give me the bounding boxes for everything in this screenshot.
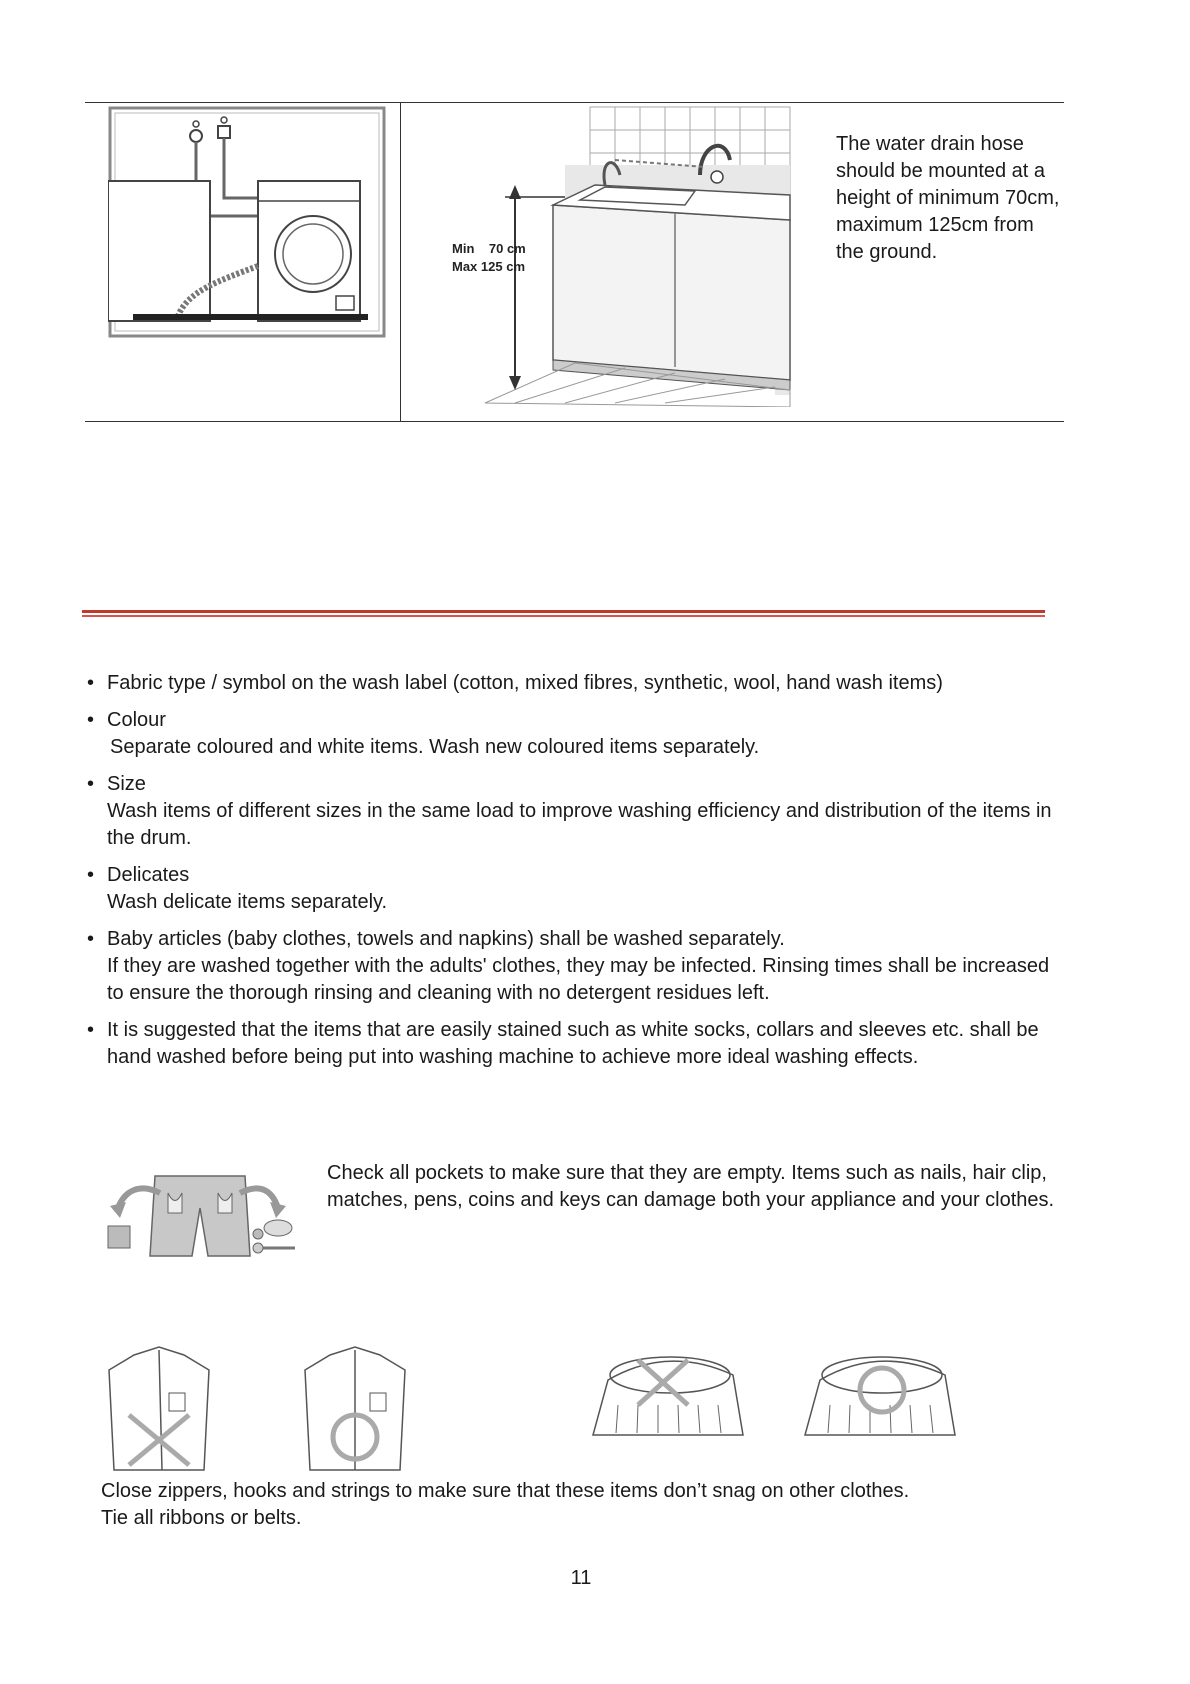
- height-label: [452, 240, 526, 276]
- list-item: • Baby articles (baby clothes, towels and napkins) shall be washed separately. If they are washed together with the adults' clothes, they may be infected. Rinsing times shall be increased to ensure the thorough rinsing and cleaning with no detergent residues left.: [84, 926, 1064, 1007]
- list-item: • Colour Separate coloured and white items. Wash new coloured items separately.: [84, 707, 1064, 761]
- item-title: Size: [107, 773, 146, 795]
- table-top-border: [85, 102, 1064, 103]
- list-item: • Fabric type / symbol on the wash label (cotton, mixed fibres, synthetic, wool, hand wash items): [87, 672, 943, 694]
- item-title: Delicates: [107, 864, 190, 886]
- max-label: Max: [452, 259, 478, 274]
- sorting-list: [84, 670, 1064, 1081]
- max-value: 125: [480, 259, 503, 274]
- washing-machine-drain-illustration: [108, 106, 386, 338]
- item-title: Baby articles (baby clothes, towels and napkins) shall be washed separately.: [107, 928, 785, 950]
- list-item: • Delicates Wash delicate items separately.: [84, 862, 1064, 916]
- item-body: Wash delicate items separately.: [107, 891, 388, 913]
- pockets-instruction: Check all pockets to make sure that they are empty. Items such as nails, hair clip, matches, pens, coins and keys can damage both your appliance and your clothes.: [327, 1162, 1055, 1211]
- page-number: 11: [570, 1567, 592, 1589]
- item-title: Colour: [107, 709, 166, 731]
- closures-line-2: Tie all ribbons or belts.: [101, 1507, 302, 1529]
- empty-pockets-illustration: [100, 1168, 300, 1258]
- item-title: Fabric type / symbol on the wash label (cotton, mixed fibres, synthetic, wool, hand wash items): [107, 672, 943, 694]
- closures-line-1: Close zippers, hooks and strings to make sure that these items don’t snag on other clothes.: [101, 1480, 910, 1502]
- item-body: If they are washed together with the adults' clothes, they may be infected. Rinsing times shall be increased to ensure the thorough rinsing and cleaning with no detergent residues left.: [107, 955, 1050, 1004]
- item-body: Wash items of different sizes in the same load to improve washing efficiency and distribution of the items in the drum.: [107, 800, 1052, 849]
- open-shirt-wrong-illustration: [104, 1345, 214, 1480]
- table-bottom-border: [85, 421, 1064, 422]
- closed-shirt-correct-illustration: [300, 1345, 410, 1480]
- closures-instruction: [101, 1478, 1061, 1532]
- table-column-divider: [400, 102, 401, 421]
- drain-height-text: The water drain hose should be mounted at a height of minimum 70cm, maximum 125cm from the ground.: [836, 133, 1060, 263]
- min-label: Min: [452, 241, 475, 256]
- max-unit: cm: [506, 259, 526, 274]
- closed-waistband-correct-illustration: [800, 1345, 960, 1445]
- section-divider: [82, 610, 1045, 617]
- list-item: • It is suggested that the items that are easily stained such as white socks, collars and sleeves etc. shall be hand washed before being put into washing machine to achieve more ideal washing effects.: [87, 1019, 1039, 1068]
- min-unit: cm: [506, 241, 526, 256]
- open-waistband-wrong-illustration: [588, 1345, 748, 1445]
- list-item: • Size Wash items of different sizes in the same load to improve washing efficiency and distribution of the items in the drum.: [84, 771, 1064, 852]
- item-title: It is suggested that the items that are easily stained such as white socks, collars and sleeves etc. shall be hand washed before being put into washing machine to achieve more ideal washing effects.: [107, 1019, 1039, 1068]
- min-value: 70: [488, 241, 504, 256]
- item-body: Separate coloured and white items. Wash new coloured items separately.: [110, 736, 760, 758]
